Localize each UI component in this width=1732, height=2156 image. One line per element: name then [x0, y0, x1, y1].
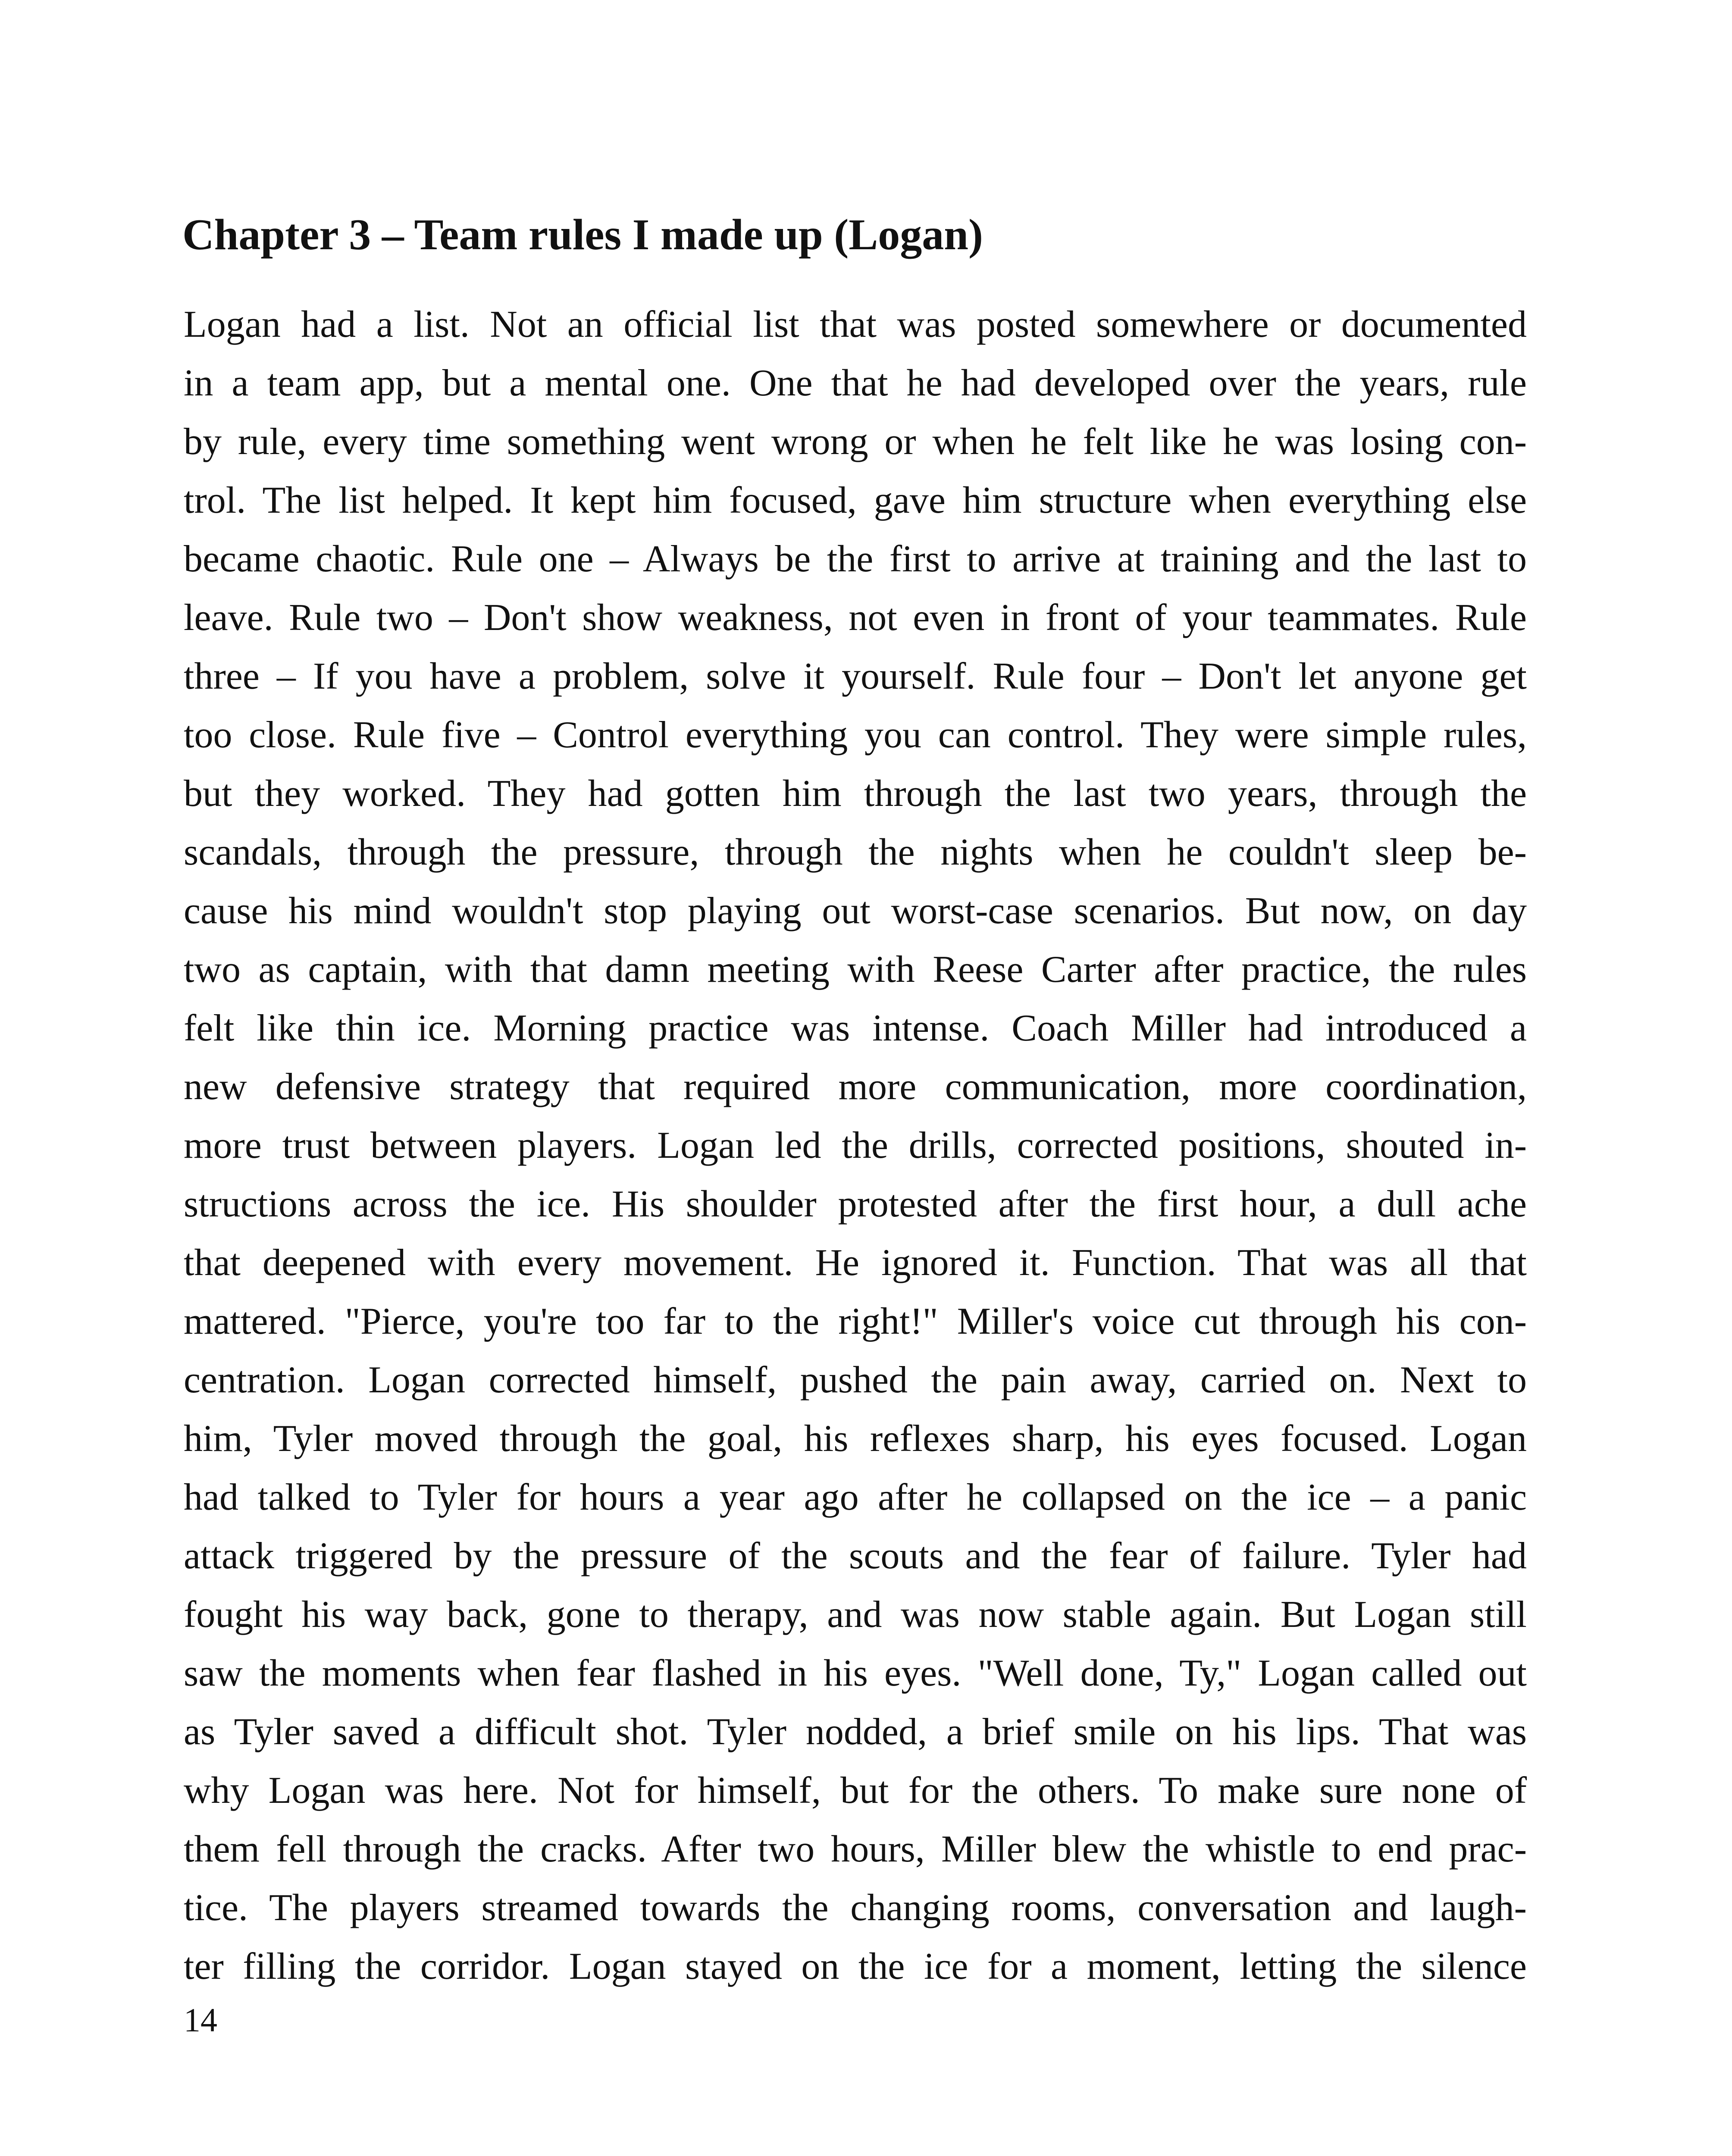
text-line: trol. The list helped. It kept him focused, gave him structure when everything else	[184, 479, 1527, 521]
text-line: ter filling the corridor. Logan stayed on the ice for a moment, letting the silence	[184, 1946, 1527, 1987]
text-line: felt like thin ice. Morning practice was intense. Coach Miller had introduced a	[184, 1007, 1527, 1049]
text-line: more trust between players. Logan led the drills, corrected positions, shouted in-	[184, 1125, 1527, 1166]
text-line: had talked to Tyler for hours a year ago after he collapsed on the ice – a panic	[184, 1476, 1527, 1518]
text-line: attack triggered by the pressure of the scouts and the fear of failure. Tyler had	[184, 1535, 1527, 1577]
text-line: cause his mind wouldn't stop playing out worst-case scenarios. But now, on day	[184, 890, 1527, 932]
text-line: why Logan was here. Not for himself, but for the others. To make sure none of	[184, 1770, 1527, 1811]
text-line: tice. The players streamed towards the changing rooms, conversation and laugh-	[184, 1887, 1527, 1929]
text-line: scandals, through the pressure, through the nights when he couldn't sleep be-	[184, 831, 1527, 873]
text-line: too close. Rule five – Control everything you can control. They were simple rules,	[184, 714, 1527, 756]
chapter-body	[184, 295, 1527, 1996]
text-line: leave. Rule two – Don't show weakness, not even in front of your teammates. Rule	[184, 597, 1527, 639]
text-line: Logan had a list. Not an official list that was posted somewhere or documented	[184, 304, 1527, 345]
page-number: 14	[184, 2001, 217, 2039]
text-line: by rule, every time something went wrong or when he felt like he was losing con-	[184, 421, 1527, 463]
text-line: him, Tyler moved through the goal, his reflexes sharp, his eyes focused. Logan	[184, 1418, 1527, 1460]
text-line: as Tyler saved a difficult shot. Tyler nodded, a brief smile on his lips. That was	[184, 1711, 1527, 1753]
chapter-title: Chapter 3 – Team rules I made up (Logan)	[182, 210, 983, 259]
text-line: that deepened with every movement. He ignored it. Function. That was all that	[184, 1242, 1527, 1284]
text-line: saw the moments when fear flashed in his eyes. "Well done, Ty," Logan called out	[184, 1652, 1527, 1694]
text-line: fought his way back, gone to therapy, and was now stable again. But Logan still	[184, 1594, 1527, 1636]
text-line: but they worked. They had gotten him through the last two years, through the	[184, 773, 1527, 815]
text-line: them fell through the cracks. After two hours, Miller blew the whistle to end prac-	[184, 1828, 1527, 1870]
text-line: new defensive strategy that required more communication, more coordination,	[184, 1066, 1527, 1108]
text-line: in a team app, but a mental one. One that he had developed over the years, rule	[184, 362, 1527, 404]
text-line: structions across the ice. His shoulder protested after the first hour, a dull ache	[184, 1183, 1527, 1225]
text-line: centration. Logan corrected himself, pushed the pain away, carried on. Next to	[184, 1359, 1527, 1401]
text-line: two as captain, with that damn meeting with Reese Carter after practice, the rules	[184, 949, 1527, 990]
text-line: mattered. "Pierce, you're too far to the right!" Miller's voice cut through his con-	[184, 1300, 1527, 1342]
text-line: became chaotic. Rule one – Always be the first to arrive at training and the last to	[184, 538, 1527, 580]
text-line: three – If you have a problem, solve it yourself. Rule four – Don't let anyone get	[184, 655, 1527, 697]
